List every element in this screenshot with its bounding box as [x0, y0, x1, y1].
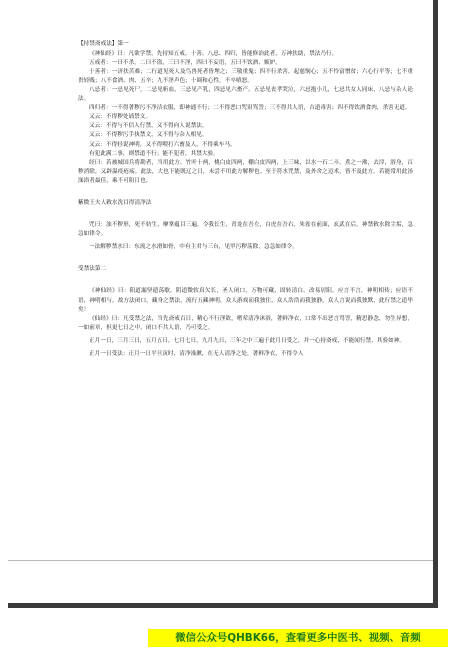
- paragraph: 又云：不得秽污手执禁文，又不得与杂人相见。: [89, 132, 208, 139]
- paragraph: 有犯此满二事，则禁道不行；能不犯者，其禁大验。: [89, 150, 219, 157]
- paragraph: 八忌者：一忌见死尸，二忌见斩血，三忌见产乳，四忌见六畜产，五忌见丧孝哭泣，六忌抱小儿，七忌共女人同床，八忌与杂人论法。: [78, 86, 413, 103]
- page-body: [78, 40, 413, 359]
- document-page: [8, 0, 438, 608]
- section-heading: 紫微王夫人敕水洗目得清净法: [78, 200, 152, 206]
- paragraph: 四归者：一不得著秽污不净洁衣服，即神通不行；二不得恶口咒诅骂詈；三不得共人语，吉道毒害；四不得饮酒食肉，杀害无道。: [89, 105, 411, 112]
- paragraph: 咒曰：浊不秽形，死不妨生，摩掌蕴目三遍，令我长生，青龙在吾左，白虎在吾右，朱雀在前面，玄武在后，神禁敕水除尘垢，急急如律令。: [78, 222, 413, 238]
- paragraph: 五戒者：一曰不杀，二曰不盗，三曰不淫，四曰不妄语，五曰不饮酒、嫉妒。: [89, 59, 281, 66]
- paragraph: 又云：不得秽处诵禁文。: [89, 114, 152, 121]
- paragraph: 《仙经》曰：凡受禁之法，当先斋戒百日，精心不行淫欲，嗜荤清净沐浴，著鲜净衣，口常不出恶言骂詈，精思静念，勿生异想，一如前章，但更七日之中，闭口不共人语，乃可受之。: [78, 315, 413, 331]
- paragraph: 经曰：若被城国兵将勘者，当用此方。竹叶十两，桃白皮四两，棚白皮四两，上三味，以水一石二斗，煮之一沸，去滓，浴身，百秽消除，又辟温疫疮疡。此法，大也下能既辽之日，未尝不用此方解秽也。至于符水咒禁，及外舍之迈术，皆不及此方。若能常用此汤澡浴者最佳，乘不可阻日也。: [78, 159, 413, 184]
- paragraph: 一法解秽禁水曰：东流之水滑如骨，中有主君与三台，见甲污秽荡除，急急如律令。: [89, 244, 298, 251]
- section-heading: 受禁法第二: [78, 266, 107, 273]
- section-title: 【持禁斋戒法】第一: [78, 41, 129, 47]
- paragraph: 十善者：一济扶苦难；二行道见死人及鸟兽死者皆埋之；三敬重鬼；四不行杀害，起慈悯心；五不怜富憎贫；六心行平等；七不重贵轻贱；八不食酒、肉、五辛；九不淫声色；十调和心性，不卒嗔怒。: [78, 68, 413, 84]
- paragraph: 正月一日，三月三日，五月五日，七月七日，九月九日，三年之中三遍于此月日受之，并一心持斋戒，不能闻行禁，其验如神。: [89, 337, 406, 344]
- page-rule: [8, 560, 433, 561]
- paragraph: 《神仙经》曰：凡欲学禁，先持知五戒、十善、八忌、四归，皆能修治此者，万神扶助，禁法乃行。: [89, 50, 338, 57]
- paragraph: 又云：不得与不信人行禁，又不得向人说禁法。: [89, 123, 208, 130]
- paragraph: 正月一日受法：正月一日平旦寅时，清净澡漱，在无人清净之处，著鲜净衣，不得令人: [89, 351, 304, 358]
- footer-banner: 微信公众号QHBK66，查看更多中医书、视频、音频: [148, 629, 448, 647]
- paragraph: 又云：不得轻说神明。又不得喂打六畜及人，不得乘车马。: [89, 141, 236, 148]
- paragraph: 《神仙经》曰：阳道漏坚遗荡歇，阴道微软真欠长，圣人闭口，万物可藏，固转清白，改易居阳，应言不言，神明相传；应语不语，神明相与，故方法闭口，藏身之禁法，流行五藏神明，众人游戏而我独住，众人浩浩而我独静，众人言说而我独默，此行禁之道毕矣！: [78, 288, 413, 313]
